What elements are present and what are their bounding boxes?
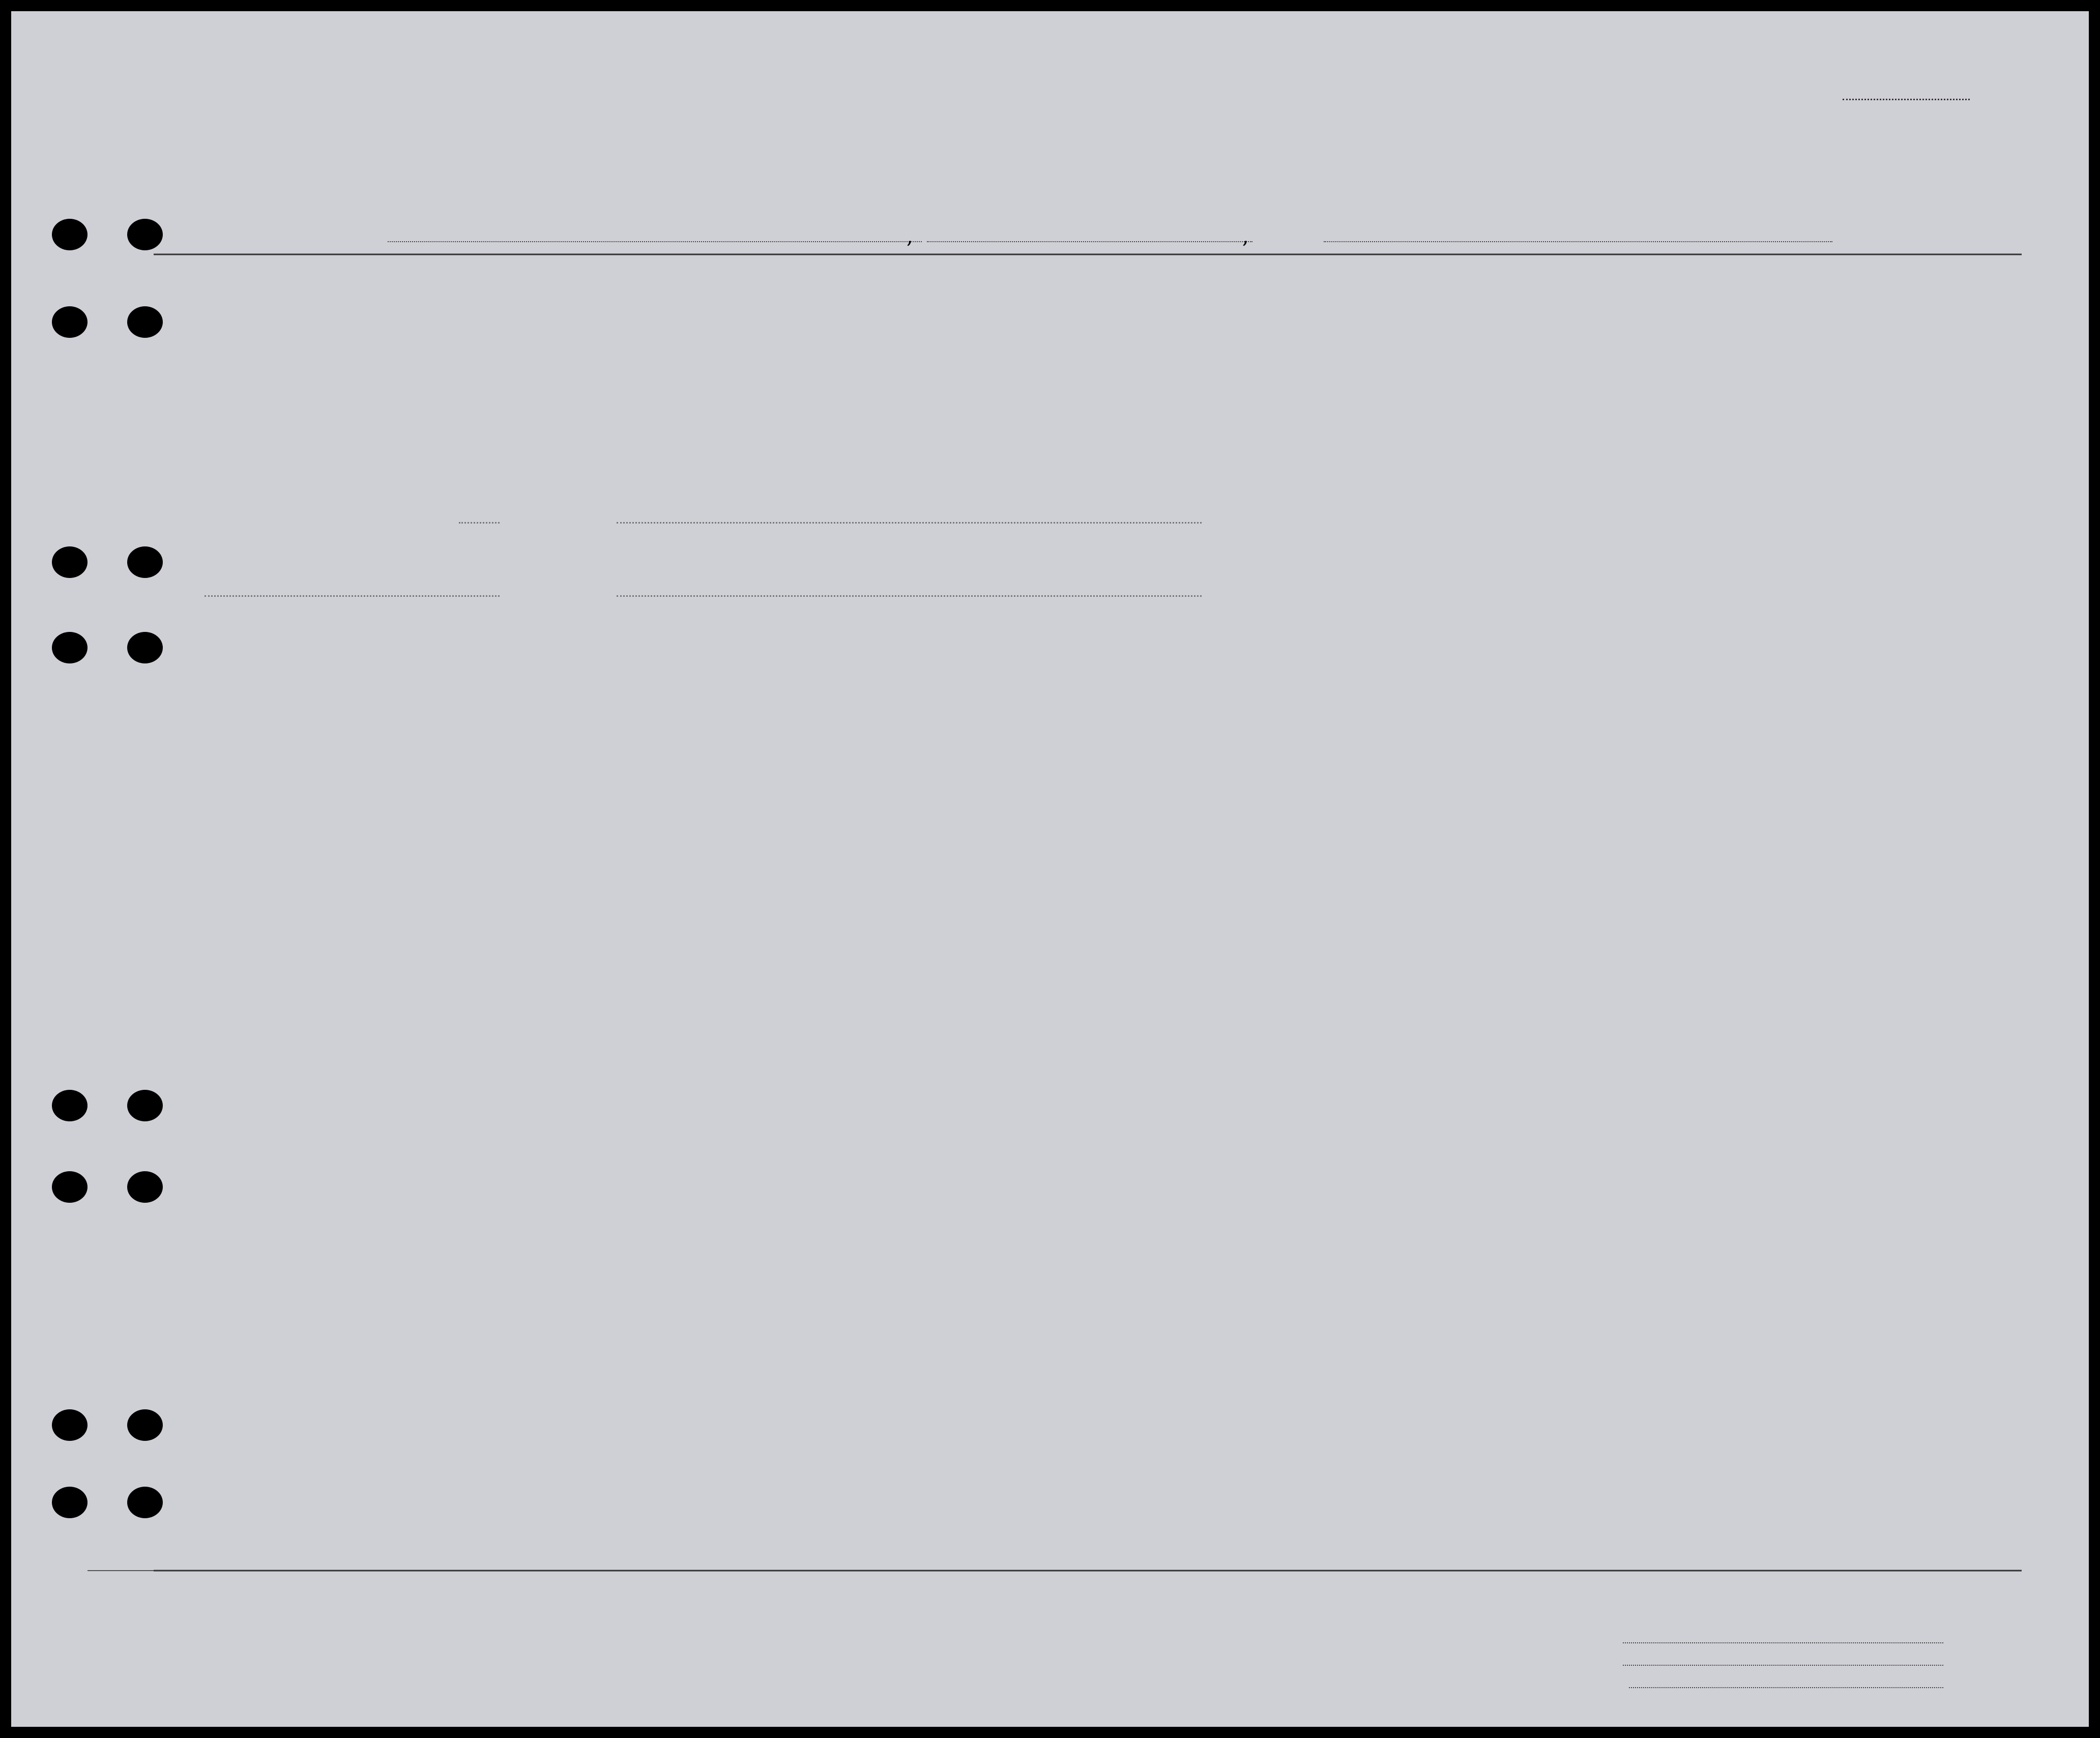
comma-2: , — [1242, 225, 1249, 248]
punch-hole — [52, 306, 88, 338]
manifest-page — [11, 11, 2089, 1727]
punch-hole — [127, 632, 163, 663]
punch-hole — [127, 546, 163, 578]
punch-hole — [127, 1171, 163, 1203]
punch-hole — [127, 1409, 163, 1441]
row-2-ditto — [459, 522, 500, 524]
punch-hole — [52, 546, 88, 578]
table-grid — [11, 11, 2089, 1727]
owners-underline — [1623, 1665, 1943, 1666]
line-underline — [1623, 1642, 1943, 1643]
row-4-ditto — [205, 595, 500, 597]
local-agents-underline — [1629, 1687, 1943, 1688]
punch-hole — [52, 1409, 88, 1441]
punch-hole — [52, 632, 88, 663]
row-4-ditto-2 — [617, 595, 1202, 597]
punch-hole — [52, 1171, 88, 1203]
punch-hole — [52, 219, 88, 250]
punch-hole — [52, 1487, 88, 1518]
punch-hole — [127, 306, 163, 338]
comma: , — [907, 225, 913, 248]
row-2-ditto-2 — [617, 522, 1202, 524]
punch-hole — [127, 219, 163, 250]
punch-hole — [127, 1090, 163, 1121]
punch-hole — [127, 1487, 163, 1518]
punch-hole — [52, 1090, 88, 1121]
